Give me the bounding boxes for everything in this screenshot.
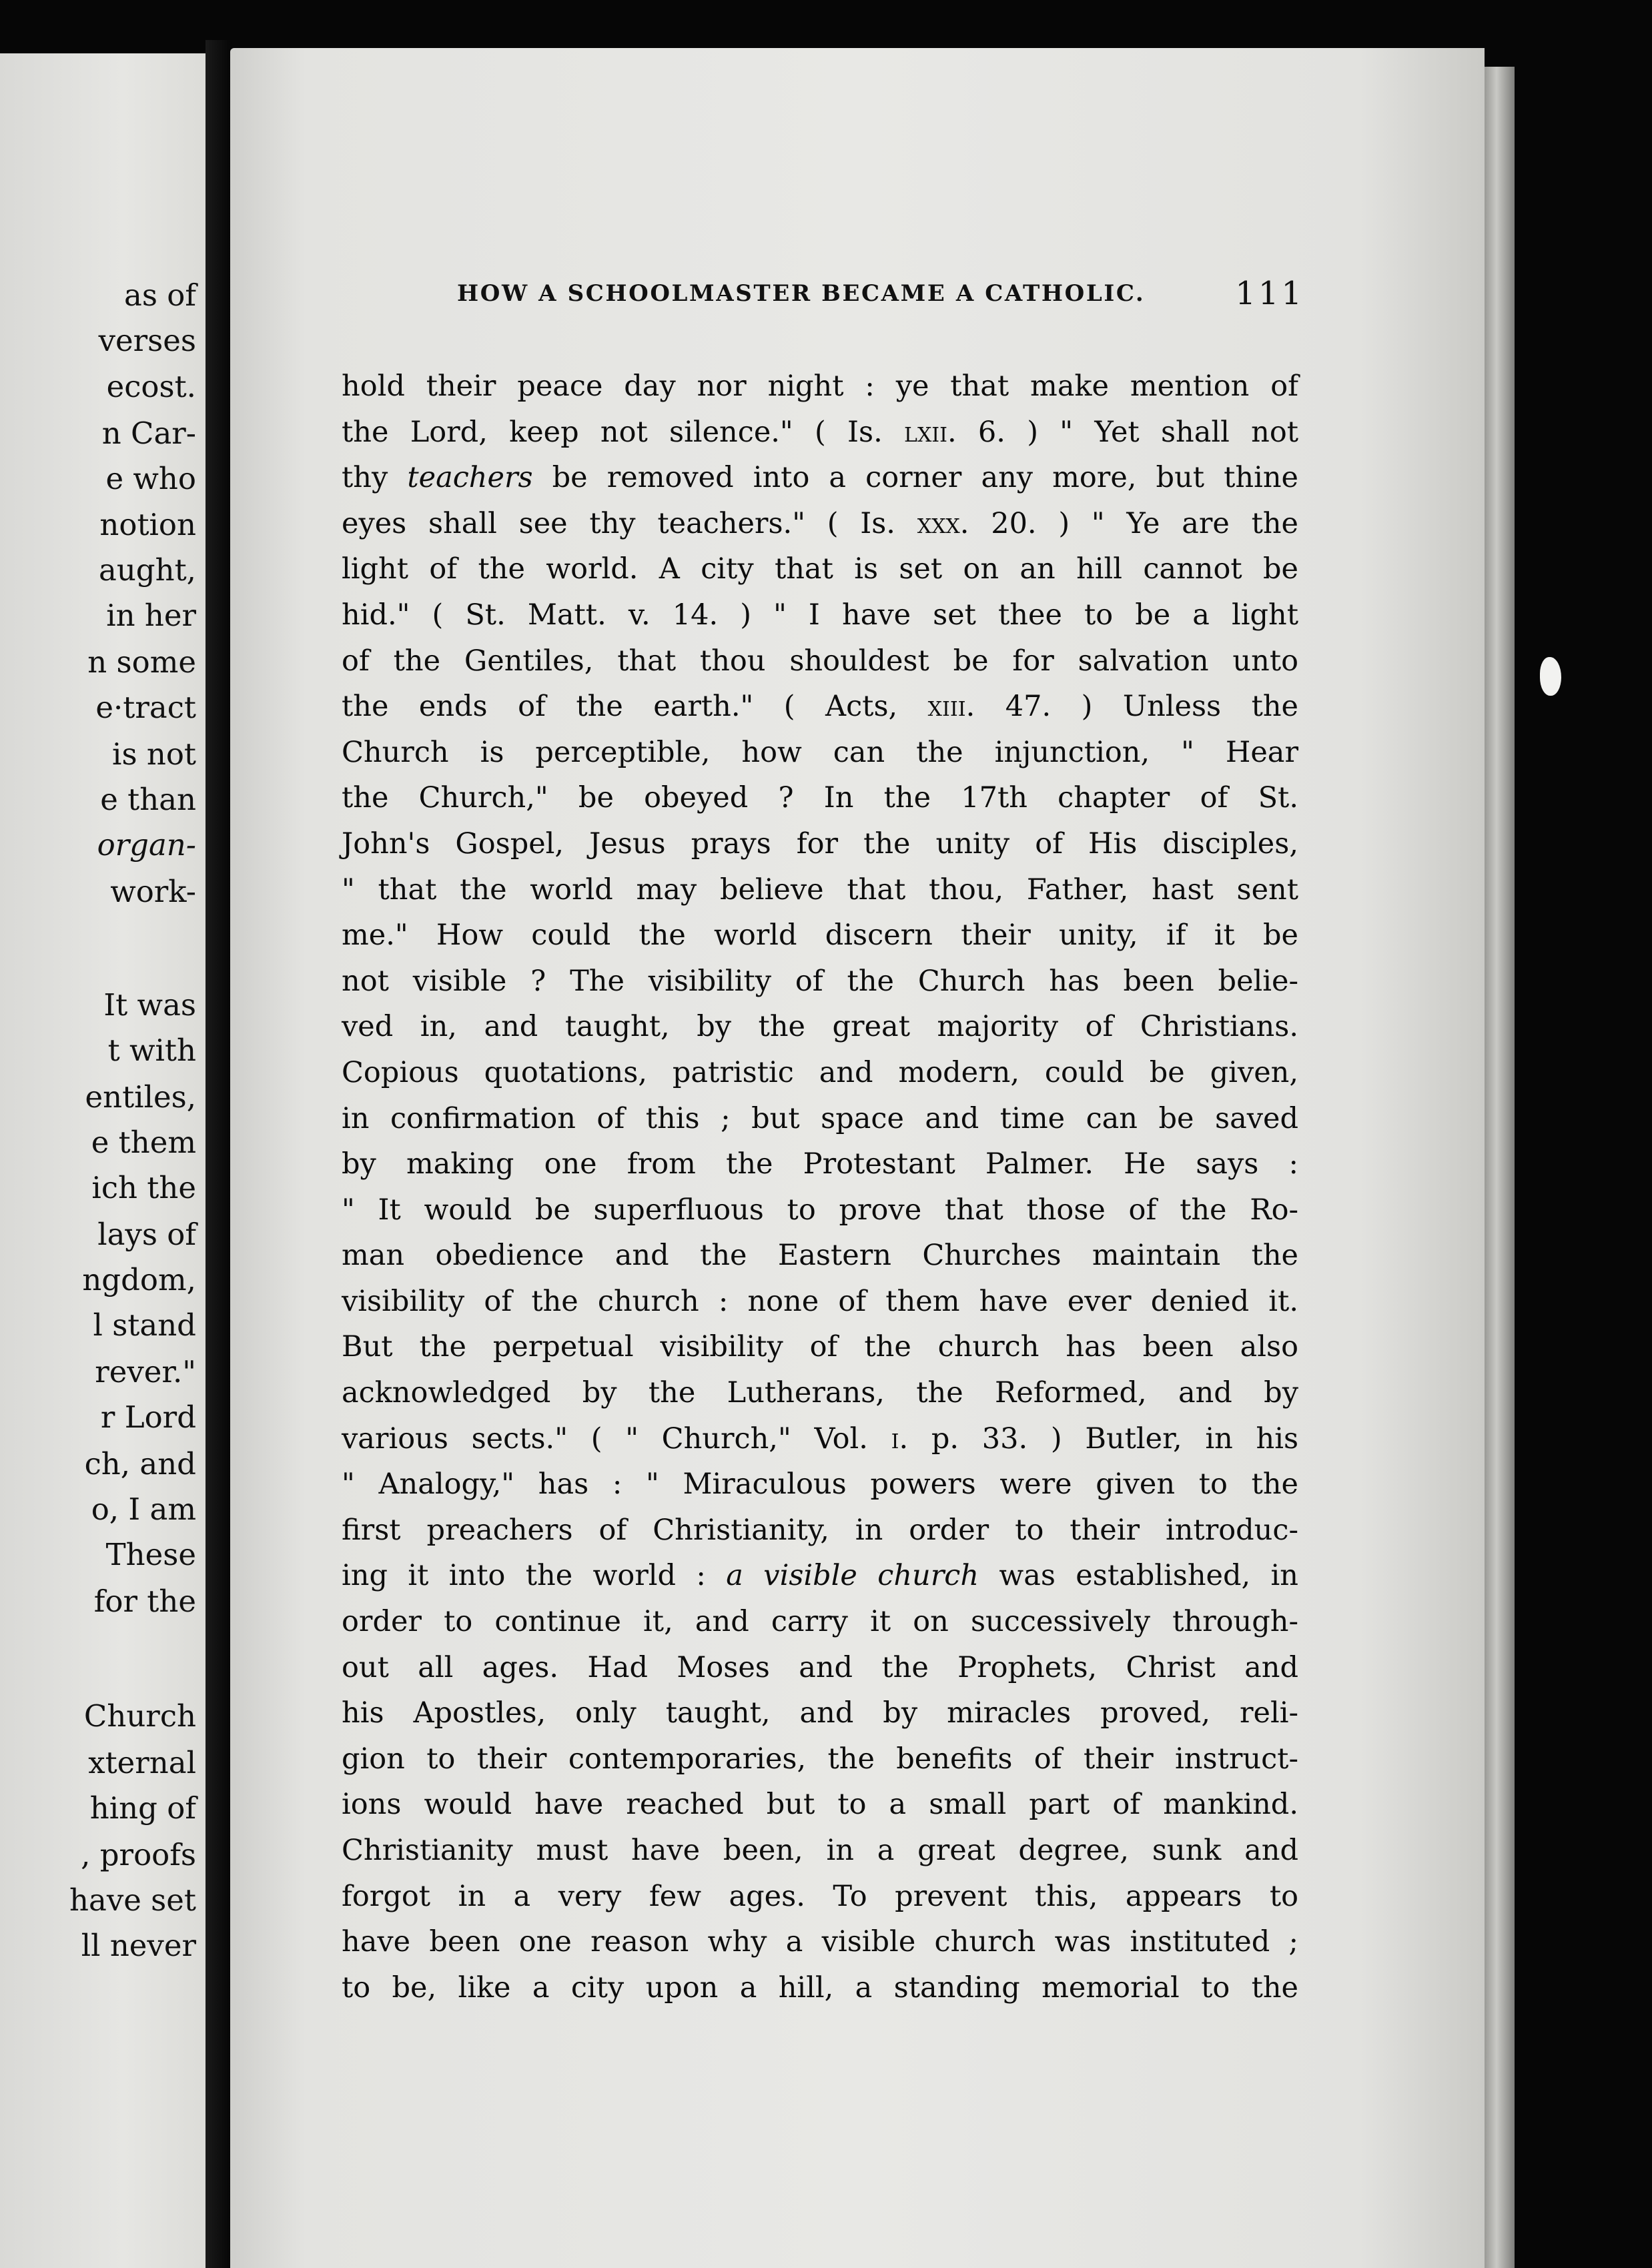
facing-page-line: rever." <box>95 1354 196 1389</box>
text-run: ions would have reached but to a small part of mankind. <box>342 1788 1298 1822</box>
text-run: was established, in <box>979 1559 1298 1593</box>
text-run: of the Gentiles, that thou shouldest be for salvation unto <box>342 644 1298 678</box>
facing-page-fragment <box>0 53 205 2268</box>
text-run: ved in, and taught, by the great majority of Christians. <box>342 1010 1298 1044</box>
text-line <box>342 867 1298 913</box>
text-run: Copious quotations, patristic and modern, could be given, <box>342 1055 1298 1089</box>
text-run: thy <box>342 461 408 495</box>
text-run: not visible ? The visibility of the Church has been belie- <box>342 964 1298 998</box>
text-line <box>342 821 1298 867</box>
body-text <box>342 364 1298 2011</box>
text-run: first preachers of Christianity, in order to their introduc- <box>342 1513 1298 1547</box>
text-line <box>342 1141 1298 1187</box>
text-line <box>342 1690 1298 1736</box>
book-gutter <box>205 40 232 2268</box>
text-run: the ends of the earth." ( Acts, <box>342 690 928 724</box>
text-run: ing it into the world : <box>342 1559 727 1593</box>
text-run: . 6. ) " Yet shall not <box>947 415 1298 449</box>
facing-page-line: t with <box>107 1033 196 1068</box>
small-caps-text: xiii <box>927 690 966 724</box>
facing-page-line: have set <box>69 1882 196 1918</box>
text-run: in confirmation of this ; but space and time can be saved <box>342 1101 1298 1135</box>
text-run: the Church," be obeyed ? In the 17th chapter of St. <box>342 781 1298 815</box>
facing-page-line: These <box>105 1537 196 1572</box>
text-run: " It would be superfluous to prove that those of the Ro- <box>342 1193 1298 1227</box>
facing-page-line: lays of <box>97 1217 196 1252</box>
facing-page-line: is not <box>112 736 196 772</box>
facing-page-line: e them <box>91 1125 196 1160</box>
facing-page-line: , proofs <box>81 1837 196 1872</box>
text-run: Church is perceptible, how can the injunction, " Hear <box>342 735 1298 769</box>
text-run: be removed into a corner any more, but thine <box>532 461 1299 495</box>
facing-page-line: for the <box>93 1584 196 1619</box>
small-caps-text: i <box>891 1422 899 1456</box>
text-line <box>342 959 1298 1005</box>
facing-page-line: r Lord <box>100 1399 196 1435</box>
facing-page-line: e who <box>105 461 196 496</box>
facing-page-line: ch, and <box>84 1446 196 1482</box>
facing-page-line: ll never <box>81 1928 196 1963</box>
paper-blemish <box>1540 657 1561 696</box>
text-run: by making one from the Protestant Palmer. He says : <box>342 1147 1298 1181</box>
text-line <box>342 913 1298 959</box>
text-line <box>342 1508 1298 1554</box>
text-run: various sects." ( " Church," Vol. <box>342 1422 891 1456</box>
text-line <box>342 1874 1298 1920</box>
running-head-title: HOW A SCHOOLMASTER BECAME A CATHOLIC. <box>457 280 1146 307</box>
text-line <box>342 1919 1298 1965</box>
text-run: . 20. ) " Ye are the <box>959 506 1298 540</box>
text-line <box>342 1828 1298 1874</box>
facing-page-line: n Car- <box>101 416 196 451</box>
text-line <box>342 1645 1298 1691</box>
italic-text: a visible church <box>726 1559 979 1593</box>
text-run: " Analogy," has : " Miraculous powers were given to the <box>342 1468 1298 1502</box>
facing-page-line: aught, <box>99 552 196 588</box>
page-number: 111 <box>1235 275 1304 312</box>
facing-page-line: organ- <box>97 827 196 863</box>
text-run: . 47. ) Unless the <box>965 690 1298 724</box>
text-line <box>342 1233 1298 1279</box>
text-run: the Lord, keep not silence." ( Is. <box>342 415 905 449</box>
text-run: out all ages. Had Moses and the Prophets, Christ and <box>342 1650 1298 1684</box>
italic-text: teachers <box>407 461 533 495</box>
text-line <box>342 1462 1298 1508</box>
facing-page-line: work- <box>110 874 196 909</box>
text-run: to be, like a city upon a hill, a standing memorial to the <box>342 1970 1298 2005</box>
facing-page-line: l stand <box>93 1307 196 1343</box>
text-run: acknowledged by the Lutherans, the Reformed, and by <box>342 1376 1298 1410</box>
facing-page-line: o, I am <box>91 1492 196 1527</box>
text-line <box>342 546 1298 592</box>
text-run: have been one reason why a visible church was instituted ; <box>342 1925 1298 1959</box>
facing-page-line: e than <box>100 782 196 817</box>
text-line <box>342 1782 1298 1828</box>
text-run: me." How could the world discern their unity, if it be <box>342 919 1298 953</box>
text-run: his Apostles, only taught, and by miracles proved, reli- <box>342 1696 1298 1730</box>
text-line <box>342 1187 1298 1233</box>
text-run: " that the world may believe that thou, Father, hast sent <box>342 873 1298 907</box>
facing-page-line: entiles, <box>85 1079 196 1115</box>
text-line <box>342 1370 1298 1416</box>
small-caps-text: xxx <box>917 506 960 540</box>
text-line <box>342 1553 1298 1599</box>
text-line <box>342 410 1298 456</box>
text-run: hid." ( St. Matt. v. 14. ) " I have set thee to be a light <box>342 598 1298 632</box>
text-line <box>342 364 1298 410</box>
text-line <box>342 455 1298 501</box>
running-head <box>457 275 1304 315</box>
text-line <box>342 1324 1298 1370</box>
text-line <box>342 501 1298 547</box>
text-line <box>342 730 1298 776</box>
text-run: light of the world. A city that is set on an hill cannot be <box>342 552 1298 586</box>
facing-page-line: e·tract <box>95 690 196 725</box>
text-run: . p. 33. ) Butler, in his <box>899 1422 1299 1456</box>
facing-page-line: notion <box>99 507 196 542</box>
text-line <box>342 684 1298 730</box>
text-line <box>342 775 1298 821</box>
text-run: visibility of the church : none of them have ever denied it. <box>342 1284 1298 1318</box>
text-run: John's Gospel, Jesus prays for the unity of His disciples, <box>342 826 1298 861</box>
text-run: gion to their contemporaries, the benefits of their instruct- <box>342 1742 1298 1776</box>
text-run: But the perpetual visibility of the church has been also <box>342 1330 1298 1364</box>
text-run: man obedience and the Eastern Churches maintain the <box>342 1239 1298 1273</box>
text-line <box>342 1050 1298 1096</box>
text-run: eyes shall see thy teachers." ( Is. <box>342 506 917 540</box>
facing-page-line: verses <box>98 323 196 358</box>
text-line <box>342 1096 1298 1142</box>
facing-page-line: in her <box>106 598 196 633</box>
facing-page-line: xternal <box>88 1745 196 1780</box>
text-line <box>342 638 1298 684</box>
facing-page-line: It was <box>103 987 196 1023</box>
facing-page-line: as of <box>124 277 196 313</box>
facing-page-line: ich the <box>91 1170 196 1205</box>
text-line <box>342 1736 1298 1782</box>
text-line <box>342 1416 1298 1462</box>
text-line <box>342 1004 1298 1050</box>
text-run: hold their peace day nor night : ye that make mention of <box>342 370 1298 403</box>
text-line <box>342 592 1298 638</box>
small-caps-text: lxii <box>904 415 947 449</box>
facing-page-line: n some <box>87 644 196 680</box>
text-run: order to continue it, and carry it on successively through- <box>342 1605 1298 1639</box>
facing-page-line: ecost. <box>106 369 196 404</box>
facing-page-line: ngdom, <box>82 1262 196 1297</box>
facing-page-line: hing of <box>89 1790 196 1826</box>
facing-page-line: Church <box>83 1698 196 1734</box>
text-run: forgot in a very few ages. To prevent this, appears to <box>342 1879 1298 1913</box>
text-line <box>342 1965 1298 2011</box>
text-line <box>342 1599 1298 1645</box>
text-line <box>342 1279 1298 1325</box>
page-edge <box>1485 67 1515 2268</box>
text-run: Christianity must have been, in a great degree, sunk and <box>342 1834 1298 1867</box>
